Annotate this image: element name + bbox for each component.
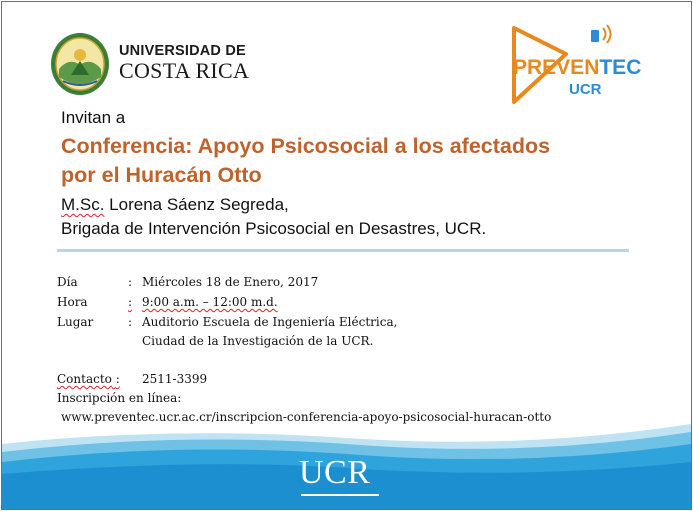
contact-label-group: [57, 372, 120, 386]
contact-label: Contacto: [57, 372, 112, 386]
ucr-bottom-logo: UCR: [299, 454, 371, 491]
speaker-degree: M.Sc.: [61, 195, 105, 214]
dia-colon: :: [128, 275, 133, 289]
ucr-name-line1: UNIVERSIDAD DE: [119, 43, 246, 59]
ucr-seal-icon: [49, 31, 111, 97]
hora-label: Hora: [57, 295, 88, 309]
flyer: [1, 1, 692, 510]
lugar-colon: :: [128, 315, 133, 329]
invitation-text: Invitan a: [61, 108, 126, 127]
divider: [57, 249, 629, 252]
svg-text:PREVENTEC: [513, 56, 641, 79]
speaker: [61, 195, 289, 215]
preventec-suffix: TEC: [599, 56, 642, 79]
speaker-name: Lorena Sáenz Segreda,: [104, 195, 289, 214]
preventec-logo: [508, 24, 642, 104]
hora-value: 9:00 a.m. – 12:00 m.d.: [142, 295, 278, 309]
ucr-name-line2: COSTA RICA: [119, 58, 250, 83]
antenna-icon: [591, 25, 611, 43]
contact-colon: :: [115, 372, 120, 386]
dia-label: Día: [57, 275, 78, 289]
ucr-logo: [49, 31, 250, 101]
dia-value: Miércoles 18 de Enero, 2017: [142, 275, 319, 289]
preventec-sub: UCR: [569, 81, 602, 98]
preventec-prefix: PREVEN: [513, 56, 600, 79]
speaker-affiliation: Brigada de Intervención Psicosocial en Desastres, UCR.: [61, 219, 487, 238]
ucr-bottom-underline: [301, 494, 379, 496]
registration-label: Inscripción en línea:: [57, 391, 182, 405]
lugar-value-line1: Auditorio Escuela de Ingeniería Eléctrica,: [142, 315, 398, 329]
hora-colon: :: [128, 295, 133, 309]
registration-link[interactable]: www.preventec.ucr.ac.cr/inscripcion-conferencia-apoyo-psicosocial-huracan-otto: [61, 410, 552, 424]
lugar-value-line2: Ciudad de la Investigación de la UCR.: [142, 334, 374, 348]
conference-title: Conferencia: Apoyo Psicosocial a los afectados por el Huracán Otto: [61, 134, 551, 187]
lugar-label: Lugar: [57, 315, 94, 329]
contact-phone: 2511-3399: [142, 372, 208, 386]
